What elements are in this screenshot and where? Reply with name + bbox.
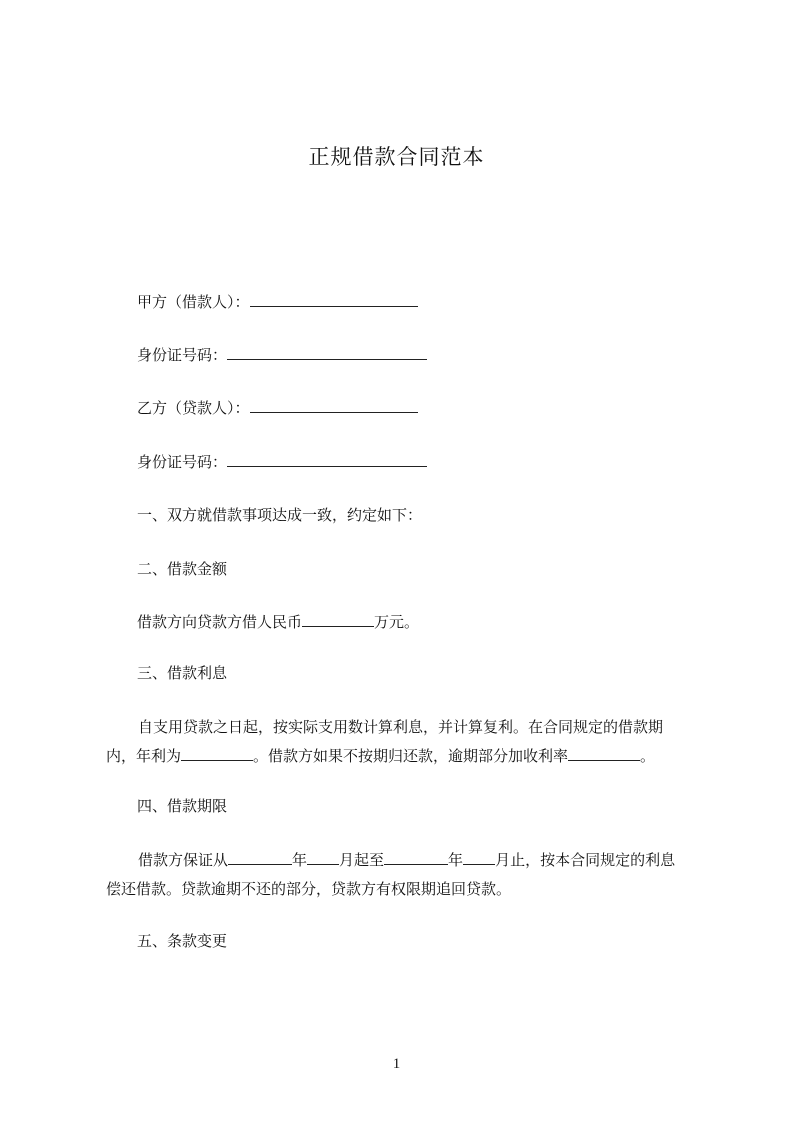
start-month-blank	[307, 849, 339, 865]
interest-line-2-b: 。借款方如果不按期归还款，逾期部分加收利率	[253, 747, 569, 765]
section-heading-term: 四、借款期限	[137, 797, 228, 815]
term-clause	[106, 846, 706, 904]
annual-rate-blank	[181, 745, 253, 761]
section-heading-interest: 三、借款利息	[137, 664, 228, 682]
end-month-blank	[463, 849, 495, 865]
party-b-id-blank	[227, 451, 427, 467]
party-a-id-label: 身份证号码：	[137, 346, 228, 364]
party-b-field	[137, 397, 418, 419]
section-heading-amount: 二、借款金额	[137, 560, 228, 578]
term-line-1-b: 年	[292, 851, 308, 869]
term-line-2: 偿还借款。贷款逾期不还的部分，贷款方有权限期追回贷款。	[106, 880, 512, 898]
term-line-1-d: 年	[448, 851, 464, 869]
party-a-field	[137, 291, 418, 313]
interest-line-2-c: 。	[640, 747, 656, 765]
party-b-id-label: 身份证号码：	[137, 453, 228, 471]
term-line-1-c: 月起至	[339, 851, 385, 869]
term-line-1-e: 月止，按本合同规定的利息	[495, 851, 676, 869]
interest-line-2-a: 内，年利为	[106, 747, 182, 765]
party-a-label: 甲方（借款人）：	[137, 293, 250, 311]
party-b-id-field	[137, 451, 427, 473]
interest-clause	[106, 713, 706, 771]
term-line-1	[106, 846, 706, 875]
party-b-label: 乙方（贷款人）：	[137, 399, 250, 417]
party-b-blank	[250, 397, 418, 413]
party-a-blank	[250, 291, 418, 307]
party-a-id-field	[137, 344, 427, 366]
amount-text-after: 万元。	[374, 613, 420, 631]
page-number: 1	[392, 1056, 401, 1072]
party-a-id-blank	[227, 344, 427, 360]
end-year-blank	[384, 849, 448, 865]
amount-clause	[137, 611, 419, 633]
interest-line-1: 自支用贷款之日起，按实际支用数计算利息，并计算复利。在合同规定的借款期	[138, 718, 664, 736]
overdue-rate-blank	[568, 745, 640, 761]
start-year-blank	[228, 849, 292, 865]
page-title: 正规借款合同范本	[308, 145, 485, 169]
section-heading-change: 五、条款变更	[137, 932, 228, 950]
amount-blank	[302, 611, 374, 627]
intro-clause: 一、双方就借款事项达成一致，约定如下：	[137, 506, 423, 524]
amount-text-before: 借款方向贷款方借人民币	[137, 613, 303, 631]
interest-line-2	[106, 742, 706, 771]
term-line-1-a: 借款方保证从	[138, 851, 229, 869]
